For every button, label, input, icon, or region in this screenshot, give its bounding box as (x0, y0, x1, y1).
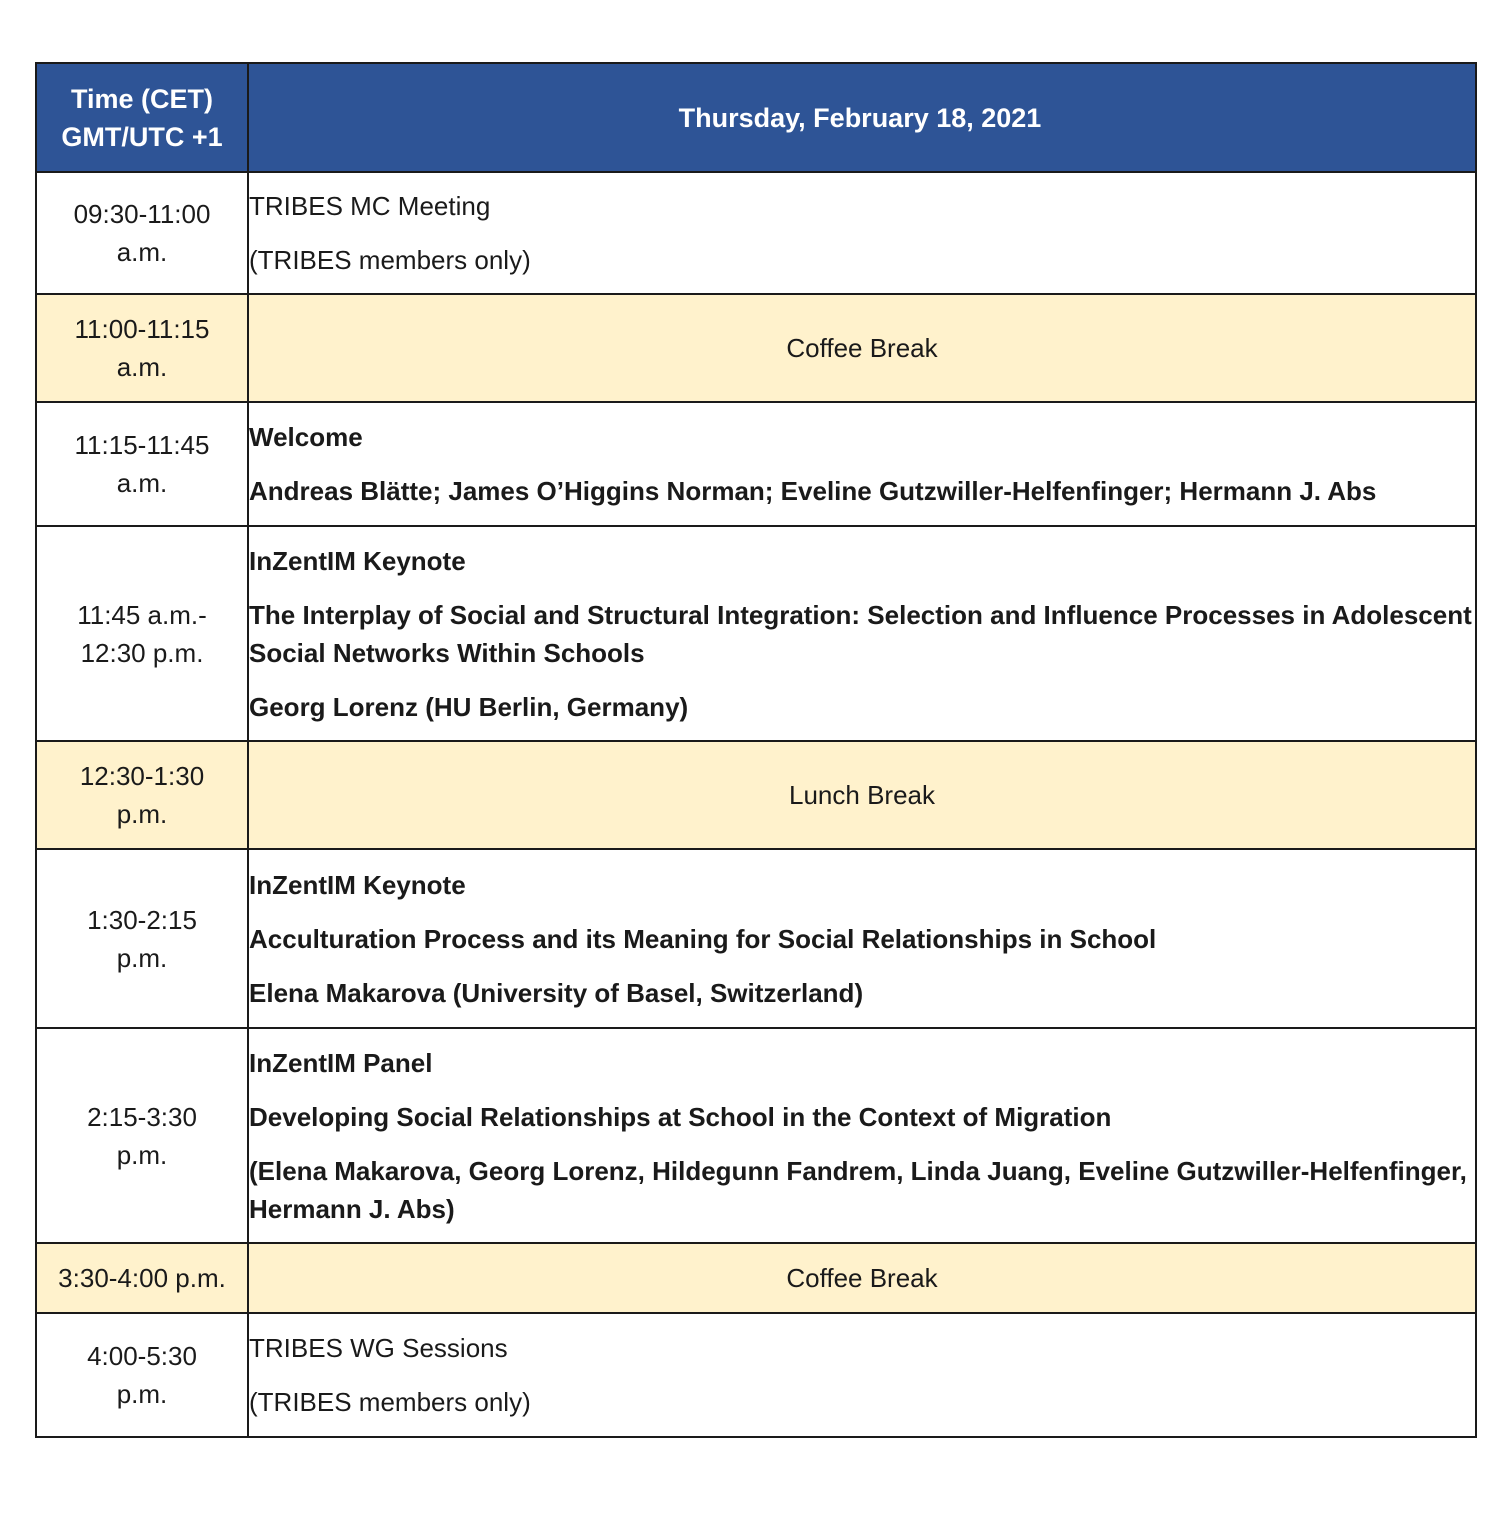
session-title: TRIBES MC Meeting (249, 191, 491, 221)
break-label: Coffee Break (248, 1243, 1476, 1313)
header-row (36, 63, 1476, 172)
session-title: Developing Social Relationships at School in the Context of Migration (249, 1101, 1112, 1132)
time-cell: 09:30-11:00 a.m. (36, 172, 248, 294)
time-header-line1: Time (CET) (70, 83, 213, 114)
time-cell: 11:45 a.m.- 12:30 p.m. (36, 526, 248, 741)
break-label: Lunch Break (248, 741, 1476, 849)
table-row (36, 172, 1476, 294)
time-cell: 11:15-11:45 a.m. (36, 402, 248, 526)
table-row (36, 849, 1476, 1028)
session-cell (248, 849, 1476, 1028)
session-title: Acculturation Process and its Meaning for Social Relationships in School (249, 923, 1157, 954)
session-speakers: Andreas Blätte; James O’Higgins Norman; Eveline Gutzwiller-Helfenfinger; Hermann J. Abs (249, 476, 1377, 506)
session-cell (248, 526, 1476, 741)
time-cell: 12:30-1:30 p.m. (36, 741, 248, 849)
date-header: Thursday, February 18, 2021 (248, 63, 1476, 172)
time-cell: 4:00-5:30 p.m. (36, 1313, 248, 1437)
table-row (36, 1028, 1476, 1243)
time-cell: 11:00-11:15 a.m. (36, 294, 248, 402)
session-title: The Interplay of Social and Structural Integration: Selection and Influence Processes in Adolescent Social Networks Within Schools (249, 599, 1472, 668)
session-speaker: Elena Makarova (University of Basel, Switzerland) (249, 977, 864, 1008)
session-cell (248, 1313, 1476, 1437)
session-type: InZentIM Panel (249, 1047, 433, 1078)
session-note: (TRIBES members only) (249, 1387, 531, 1417)
time-cell: 1:30-2:15 p.m. (36, 849, 248, 1028)
session-type: InZentIM Keynote (249, 545, 466, 576)
session-cell (248, 172, 1476, 294)
session-title: Welcome (249, 422, 363, 452)
session-speakers: (Elena Makarova, Georg Lorenz, Hildegunn Fandrem, Linda Juang, Eveline Gutzwiller-Helfenfinger, Hermann J. Abs) (249, 1155, 1467, 1224)
session-title: TRIBES WG Sessions (249, 1333, 508, 1363)
time-header-line2: GMT/UTC +1 (61, 121, 223, 152)
session-speaker: Georg Lorenz (HU Berlin, Germany) (249, 691, 689, 722)
schedule-table (35, 62, 1477, 1438)
break-row (36, 294, 1476, 402)
session-note: (TRIBES members only) (249, 245, 531, 275)
break-row (36, 1243, 1476, 1313)
time-cell: 2:15-3:30 p.m. (36, 1028, 248, 1243)
break-label: Coffee Break (248, 294, 1476, 402)
time-column-header (36, 63, 248, 172)
session-cell (248, 1028, 1476, 1243)
table-row (36, 402, 1476, 526)
session-type: InZentIM Keynote (249, 869, 466, 900)
table-row (36, 526, 1476, 741)
session-cell (248, 402, 1476, 526)
break-row (36, 741, 1476, 849)
table-row (36, 1313, 1476, 1437)
time-cell: 3:30-4:00 p.m. (36, 1243, 248, 1313)
